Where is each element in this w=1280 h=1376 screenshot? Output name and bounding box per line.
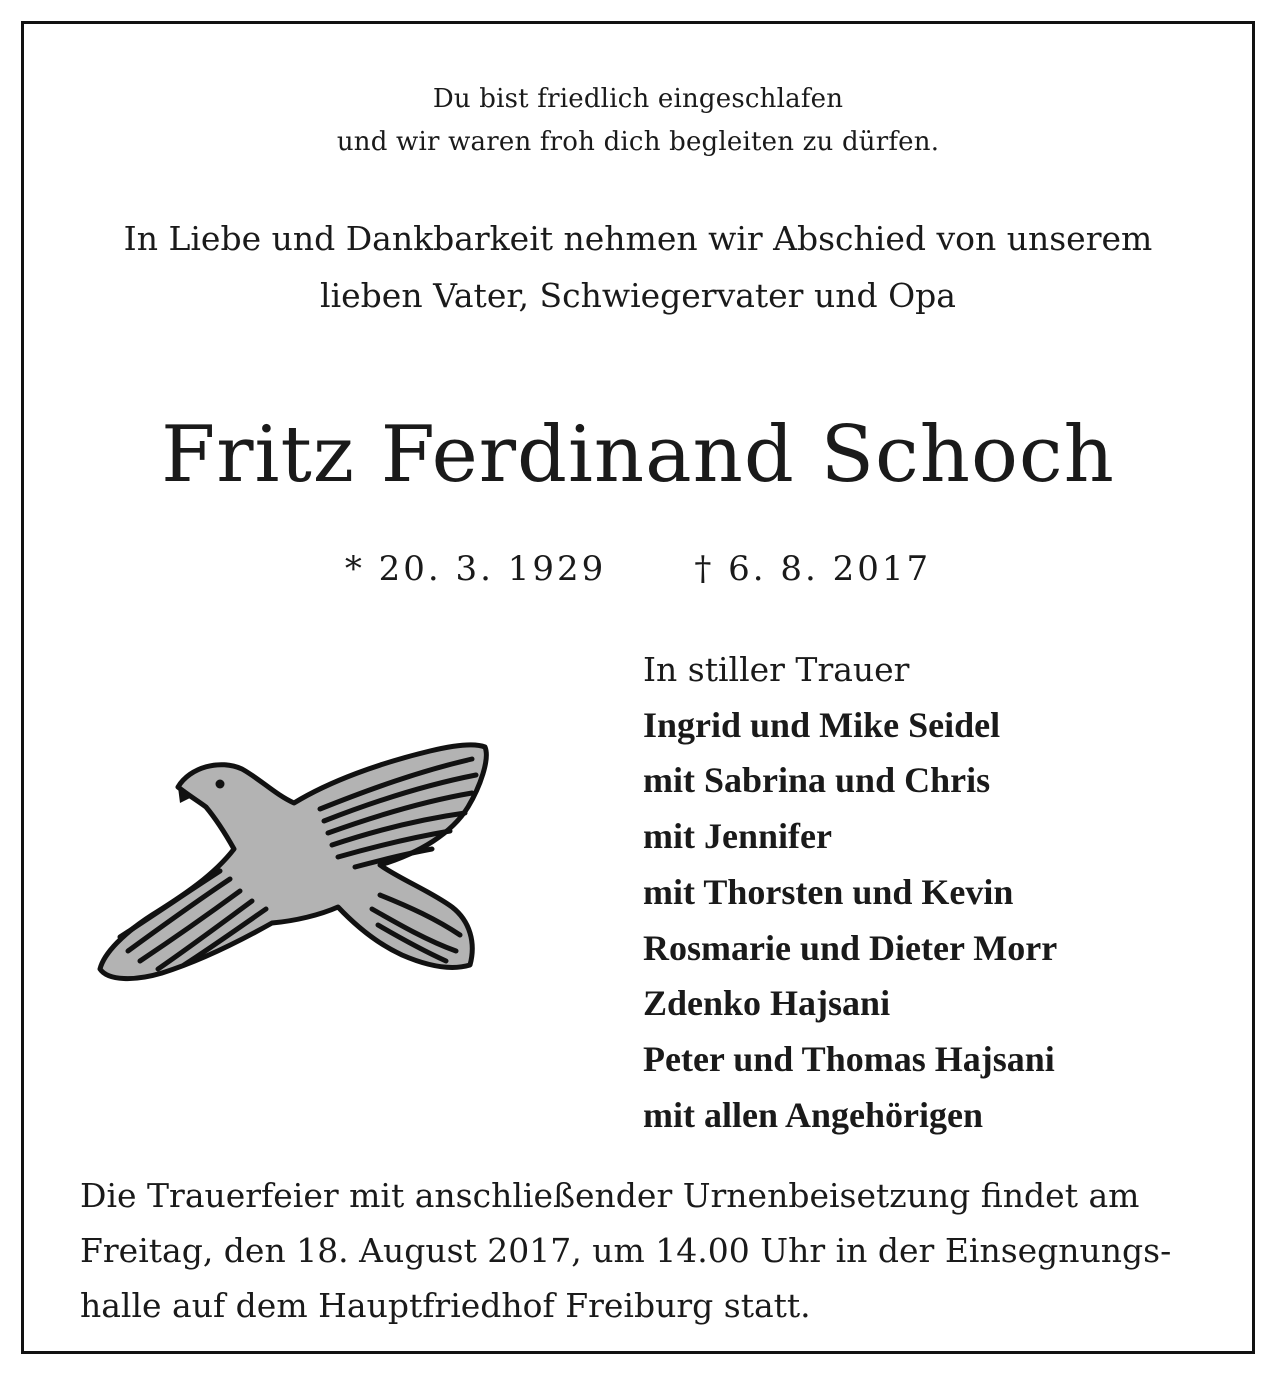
death-date: † 6. 8. 2017	[694, 549, 932, 589]
dove-icon	[80, 729, 520, 994]
life-dates	[24, 541, 1252, 597]
notice-line: Freitag, den 18. August 2017, um 14.00 Uhr in der Einsegnungs-	[80, 1231, 1172, 1270]
birth-date: * 20. 3. 1929	[344, 549, 607, 589]
intro-line: lieben Vater, Schwiegervater und Opa	[320, 276, 956, 315]
motto-line: und wir waren froh dich begleiten zu dürfen.	[336, 127, 940, 157]
motto	[24, 78, 1252, 164]
intro-line: In Liebe und Dankbarkeit nehmen wir Abschied von unserem	[123, 219, 1153, 258]
ceremony-notice	[80, 1168, 1210, 1333]
intro-text	[24, 210, 1252, 324]
mourner-name: Peter und Thomas Hajsani	[643, 1038, 1055, 1079]
mourner-name: Rosmarie und Dieter Morr	[643, 927, 1058, 968]
mourner-name: mit Jennifer	[643, 816, 832, 857]
mourner-name: Ingrid und Mike Seidel	[643, 704, 1001, 745]
mourners-list	[643, 642, 1057, 1143]
deceased-name: Fritz Ferdinand Schoch	[161, 410, 1115, 500]
notice-line: halle auf dem Hauptfriedhof Freiburg statt.	[80, 1286, 811, 1325]
obituary-frame	[21, 21, 1255, 1354]
mourners-lead: In stiller Trauer	[643, 650, 910, 689]
mourner-name: mit Thorsten und Kevin	[643, 871, 1014, 912]
mourner-name: mit Sabrina und Chris	[643, 760, 991, 801]
motto-line: Du bist friedlich eingeschlafen	[432, 84, 844, 114]
notice-line: Die Trauerfeier mit anschließender Urnenbeisetzung findet am	[80, 1176, 1140, 1215]
mourner-name: Zdenko Hajsani	[643, 983, 891, 1024]
mourner-name: mit allen Angehörigen	[643, 1094, 983, 1135]
